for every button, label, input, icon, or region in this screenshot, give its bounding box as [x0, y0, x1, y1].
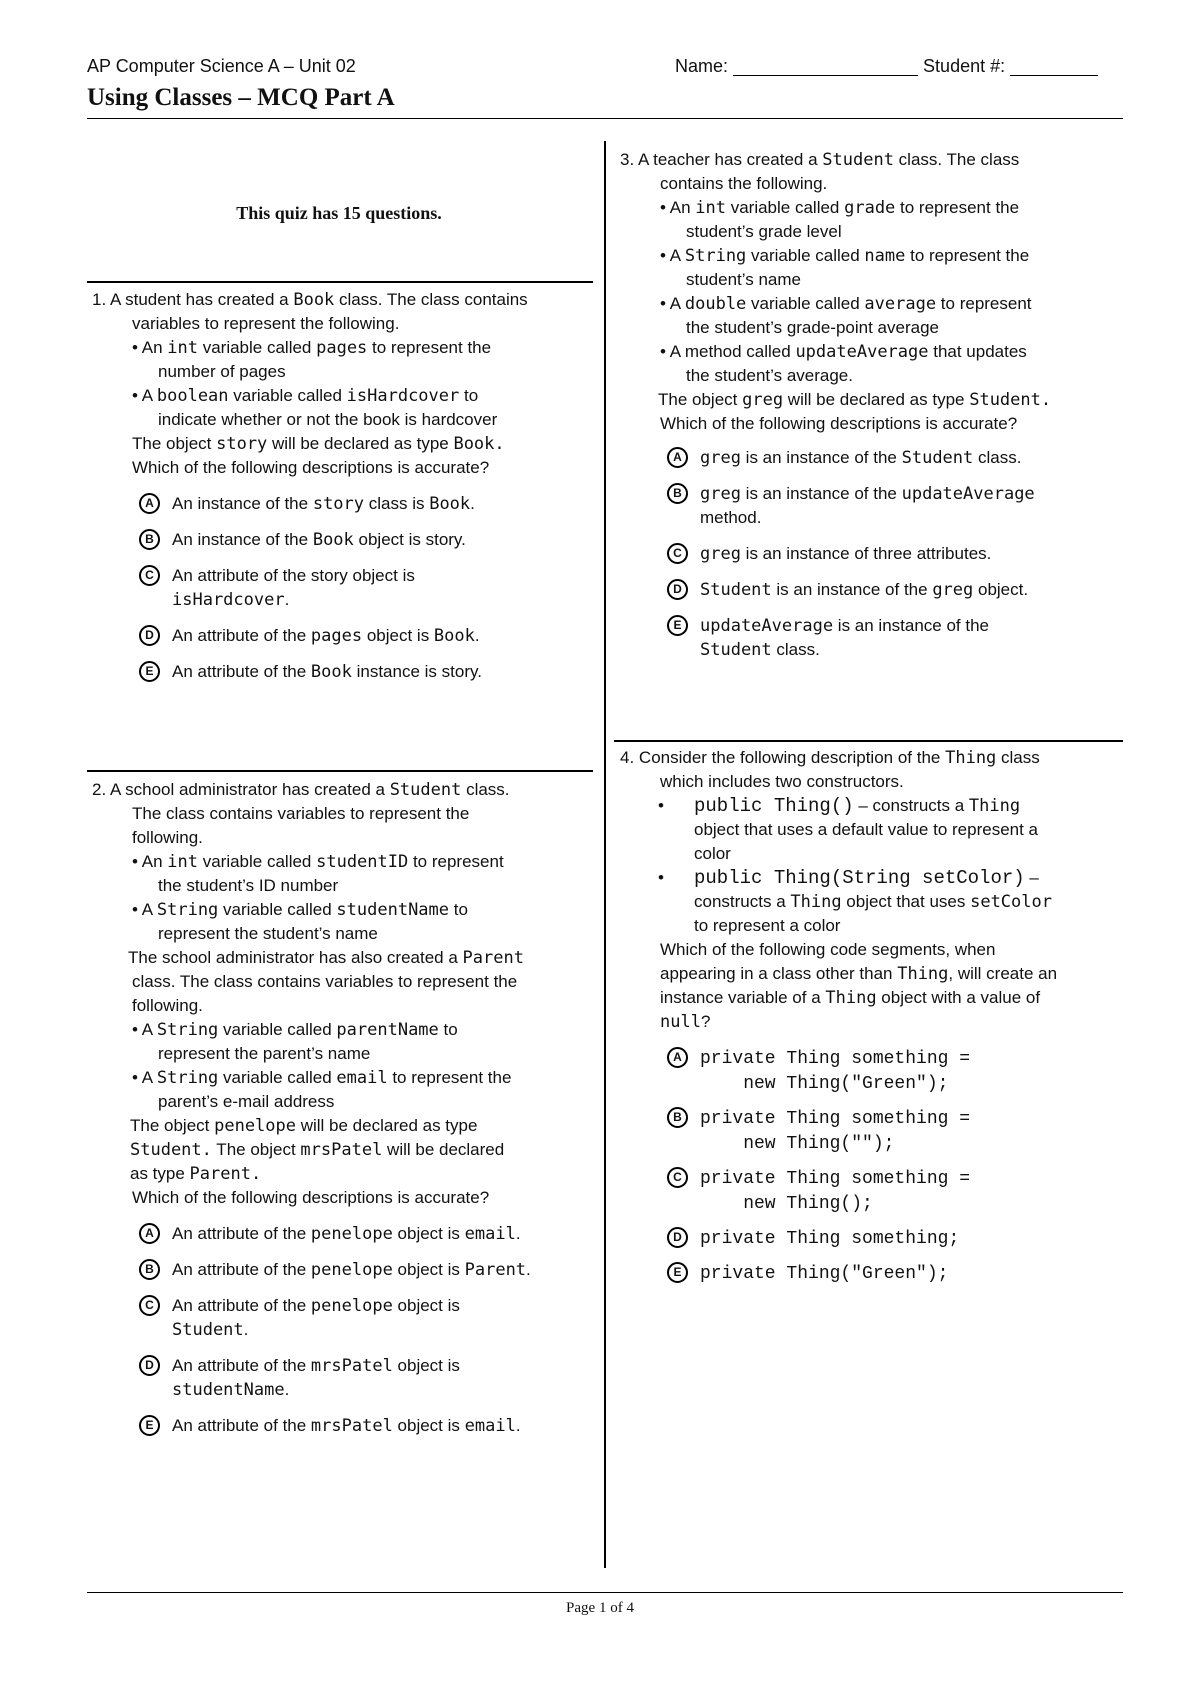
option-a-bubble-icon: A — [139, 1223, 160, 1244]
option-c-bubble-icon: C — [139, 1295, 160, 1316]
bullet-icon: • — [658, 796, 664, 815]
option-a-bubble-icon: A — [667, 1047, 688, 1068]
q1-option-e[interactable]: E An attribute of the Book instance is story. — [92, 660, 598, 684]
q1-rule — [87, 281, 593, 283]
option-b-bubble-icon: B — [667, 483, 688, 504]
option-d-bubble-icon: D — [667, 1227, 688, 1248]
student-number-field[interactable] — [1010, 57, 1098, 76]
q2-option-c[interactable]: C An attribute of the penelope object is Student. — [92, 1294, 598, 1342]
q1-option-c[interactable]: C An attribute of the story object is isHardcover. — [92, 564, 598, 612]
option-e-bubble-icon: E — [667, 1262, 688, 1283]
quiz-note: This quiz has 15 questions. — [236, 203, 442, 223]
q3-option-e[interactable]: E updateAverage is an instance of the Student class. — [620, 614, 1120, 662]
question-4: 4. Consider the following description of the Thing class which includes two constructors. • public Thing() – constructs a Thing object that uses a default value to represent a color • public Thing(String setColor) – constructs a Thing object that uses setColor to represent a color Which of the following code segments, when appearing in a class other than Thing, will create an instance variable of a Thing object with a value of null? A private Thing something = new Thing("Green"); B private Thing something = new Thing(""); C private Thing something = new Thing(); D private Thing something; E private Thing("Green"); — [620, 746, 1125, 1296]
option-c-bubble-icon: C — [667, 1167, 688, 1188]
course-header: AP Computer Science A – Unit 02 — [87, 56, 356, 76]
q3-option-d[interactable]: D Student is an instance of the greg object. — [620, 578, 1120, 602]
option-a-bubble-icon: A — [667, 447, 688, 468]
q3-option-a[interactable]: A greg is an instance of the Student class. — [620, 446, 1120, 470]
q1-option-a[interactable]: A An instance of the story class is Book. — [92, 492, 598, 516]
name-field[interactable] — [733, 57, 918, 76]
bullet-icon: • — [658, 868, 664, 887]
option-e-bubble-icon: E — [139, 1415, 160, 1436]
page-title: Using Classes – MCQ Part A — [87, 84, 395, 111]
question-3: 3. A teacher has created a Student class. The class contains the following. • An int variable called grade to represent the student’s grade level • A String variable called name to represent the student’s name • A double variable called average to represent the student’s grade-point average • A method called updateAverage that updates the student’s average. The object greg will be declared as type Student. Which of the following descriptions is accurate? A greg is an instance of the Student class. B greg is an instance of the updateAverage method. C greg is an instance of three attributes. D Student is an instance of the greg object. E updateAverage is an instance of the Student class. — [620, 148, 1120, 674]
q1-number: 1. — [92, 290, 107, 309]
question-1: 1. A student has created a Book class. The class contains variables to represent the following. • An int variable called pages to represent the number of pages • A boolean variable called isHardcover to indicate whether or not the book is hardcover The object story will be declared as type Book. Which of the following descriptions is accurate? A An instance of the story class is Book. B An instance of the Book object is story. C An attribute of the story object is isHardcover. D An attribute of the pages object is Book. E An attribute of the Book instance is story. — [92, 288, 598, 696]
option-c-bubble-icon: C — [139, 565, 160, 586]
option-b-bubble-icon: B — [139, 1259, 160, 1280]
option-d-bubble-icon: D — [667, 579, 688, 600]
q3-option-c[interactable]: C greg is an instance of three attributes. — [620, 542, 1120, 566]
q4-rule — [614, 740, 1123, 742]
name-label: Name: — [675, 56, 729, 76]
q2-rule — [87, 770, 593, 772]
q1-option-d[interactable]: D An attribute of the pages object is Book. — [92, 624, 598, 648]
option-d-bubble-icon: D — [139, 625, 160, 646]
q4-option-a[interactable]: A private Thing something = new Thing("Green"); — [620, 1046, 1125, 1096]
q4-option-e[interactable]: E private Thing("Green"); — [620, 1261, 1125, 1286]
student-number-label: Student #: — [923, 56, 1006, 76]
q4-number: 4. — [620, 748, 635, 767]
header-rule — [87, 118, 1123, 119]
q3-option-b[interactable]: B greg is an instance of the updateAverage method. — [620, 482, 1120, 530]
footer-rule — [87, 1592, 1123, 1593]
name-student-fields — [675, 56, 1098, 77]
q2-number: 2. — [92, 780, 107, 799]
option-d-bubble-icon: D — [139, 1355, 160, 1376]
q2-option-a[interactable]: A An attribute of the penelope object is email. — [92, 1222, 598, 1246]
q2-option-d[interactable]: D An attribute of the mrsPatel object is studentName. — [92, 1354, 598, 1402]
q2-option-b[interactable]: B An attribute of the penelope object is Parent. — [92, 1258, 598, 1282]
q4-option-c[interactable]: C private Thing something = new Thing(); — [620, 1166, 1125, 1216]
q2-option-e[interactable]: E An attribute of the mrsPatel object is email. — [92, 1414, 598, 1438]
q4-option-b[interactable]: B private Thing something = new Thing(""); — [620, 1106, 1125, 1156]
option-b-bubble-icon: B — [139, 529, 160, 550]
option-e-bubble-icon: E — [667, 615, 688, 636]
option-e-bubble-icon: E — [139, 661, 160, 682]
q1-option-b[interactable]: B An instance of the Book object is story. — [92, 528, 598, 552]
q3-number: 3. — [620, 150, 635, 169]
page-number: Page 1 of 4 — [566, 1600, 634, 1616]
option-c-bubble-icon: C — [667, 543, 688, 564]
column-divider — [604, 141, 606, 1568]
question-2: 2. A school administrator has created a Student class. The class contains variables to represent the following. • An int variable called studentID to represent the student’s ID number • A String variable called studentName to represent the student’s name The school administrator has also created a Parent class. The class contains variables to represent the following. • A String variable called parentName to represent the parent’s name • A String variable called email to represent the parent’s e-mail address The object penelope will be declared as type Student. The object mrsPatel will be declared as type Parent. Which of the following descriptions is accurate? A An attribute of the penelope object is email. B An attribute of the penelope object is Parent. C An attribute of the penelope object is Student. D An attribute of the mrsPatel object is studentName. E An attribute of the mrsPatel object is email. — [92, 778, 598, 1450]
option-b-bubble-icon: B — [667, 1107, 688, 1128]
option-a-bubble-icon: A — [139, 493, 160, 514]
q4-option-d[interactable]: D private Thing something; — [620, 1226, 1125, 1251]
